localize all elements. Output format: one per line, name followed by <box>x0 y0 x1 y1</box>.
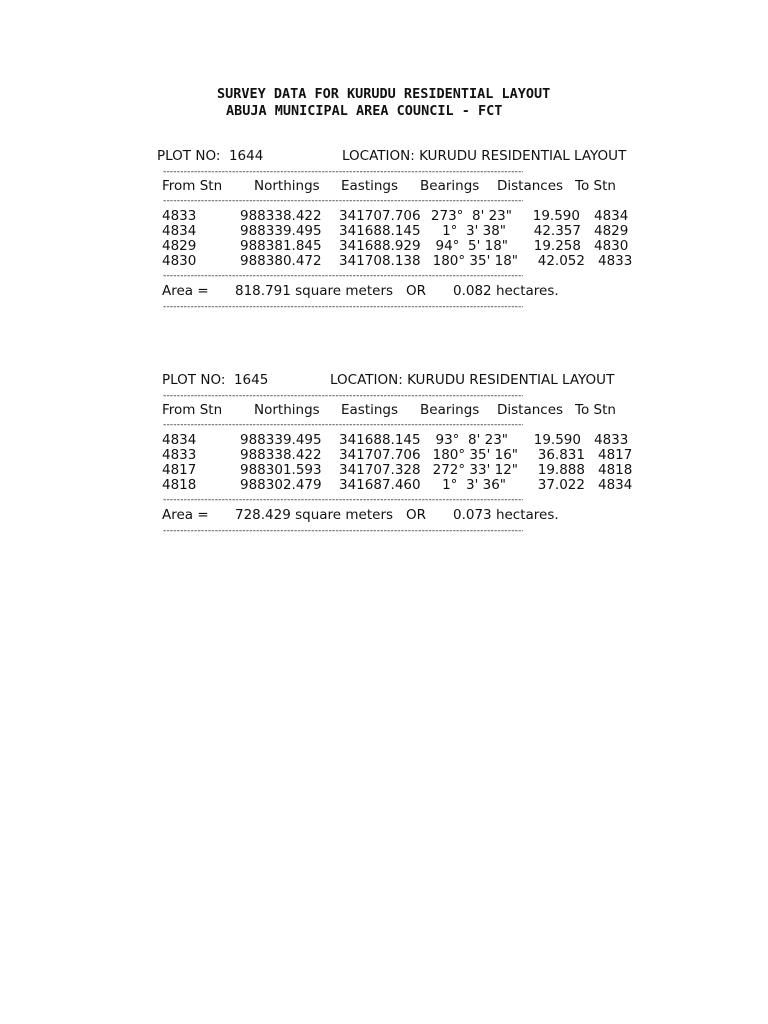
cell-northing: 988339.495 <box>240 432 322 448</box>
divider <box>163 197 523 205</box>
cell-distance: 36.831 <box>537 447 585 463</box>
column-header-from-stn: From Stn <box>162 178 223 194</box>
cell-from-stn: 4829 <box>162 238 197 254</box>
plot-location: LOCATION: KURUDU RESIDENTIAL LAYOUT <box>330 372 615 388</box>
cell-northing: 988338.422 <box>240 208 322 224</box>
cell-to-stn: 4833 <box>598 253 633 269</box>
cell-to-stn: 4830 <box>594 238 629 254</box>
area-or: OR <box>406 507 427 523</box>
cell-bearing: 273° 8' 23" <box>430 208 512 224</box>
divider <box>163 421 523 429</box>
column-header-distances: Distances <box>497 178 564 194</box>
cell-northing: 988301.593 <box>240 462 322 478</box>
cell-easting: 341708.138 <box>339 253 421 269</box>
divider <box>163 168 523 176</box>
column-header-to-stn: To Stn <box>575 178 616 194</box>
column-header-eastings: Eastings <box>341 402 399 418</box>
column-header-eastings: Eastings <box>341 178 399 194</box>
divider <box>163 272 523 280</box>
divider <box>163 527 523 535</box>
area-square-meters: 818.791 square meters <box>235 283 394 299</box>
cell-to-stn: 4817 <box>598 447 633 463</box>
cell-to-stn: 4834 <box>598 477 633 493</box>
divider <box>163 496 523 504</box>
area-or: OR <box>406 283 427 299</box>
area-label: Area = <box>162 507 209 523</box>
document-subtitle: ABUJA MUNICIPAL AREA COUNCIL - FCT <box>226 103 503 119</box>
cell-bearing: 94° 5' 18" <box>435 238 508 254</box>
plot-number: PLOT NO: 1645 <box>162 372 269 388</box>
cell-distance: 37.022 <box>537 477 585 493</box>
cell-from-stn: 4833 <box>162 208 197 224</box>
area-hectares: 0.073 hectares. <box>453 507 559 523</box>
cell-easting: 341707.328 <box>339 462 421 478</box>
cell-bearing: 272° 33' 12" <box>432 462 518 478</box>
cell-from-stn: 4830 <box>162 253 197 269</box>
cell-from-stn: 4833 <box>162 447 197 463</box>
cell-distance: 19.258 <box>533 238 581 254</box>
cell-bearing: 1° 3' 36" <box>442 477 506 493</box>
cell-from-stn: 4817 <box>162 462 197 478</box>
document-title: SURVEY DATA FOR KURUDU RESIDENTIAL LAYOUT <box>217 86 551 102</box>
cell-bearing: 93° 8' 23" <box>435 432 508 448</box>
plot-number: PLOT NO: 1644 <box>157 148 264 164</box>
cell-bearing: 180° 35' 16" <box>432 447 518 463</box>
column-header-distances: Distances <box>497 402 564 418</box>
column-header-northings: Northings <box>254 402 320 418</box>
divider <box>163 303 523 311</box>
cell-easting: 341707.706 <box>339 447 421 463</box>
cell-easting: 341707.706 <box>339 208 421 224</box>
cell-distance: 19.888 <box>537 462 585 478</box>
cell-bearing: 1° 3' 38" <box>442 223 506 239</box>
cell-from-stn: 4834 <box>162 223 197 239</box>
area-label: Area = <box>162 283 209 299</box>
cell-distance: 42.357 <box>533 223 581 239</box>
cell-distance: 19.590 <box>532 208 580 224</box>
area-hectares: 0.082 hectares. <box>453 283 559 299</box>
column-header-bearings: Bearings <box>420 178 480 194</box>
cell-from-stn: 4818 <box>162 477 197 493</box>
cell-northing: 988380.472 <box>240 253 322 269</box>
cell-to-stn: 4833 <box>594 432 629 448</box>
cell-distance: 42.052 <box>537 253 585 269</box>
cell-northing: 988381.845 <box>240 238 322 254</box>
plot-location: LOCATION: KURUDU RESIDENTIAL LAYOUT <box>342 148 627 164</box>
cell-northing: 988338.422 <box>240 447 322 463</box>
column-header-bearings: Bearings <box>420 402 480 418</box>
column-header-from-stn: From Stn <box>162 402 223 418</box>
area-square-meters: 728.429 square meters <box>235 507 394 523</box>
cell-to-stn: 4834 <box>594 208 629 224</box>
column-header-northings: Northings <box>254 178 320 194</box>
cell-easting: 341688.145 <box>339 432 421 448</box>
cell-to-stn: 4829 <box>594 223 629 239</box>
cell-from-stn: 4834 <box>162 432 197 448</box>
cell-northing: 988302.479 <box>240 477 322 493</box>
cell-easting: 341687.460 <box>339 477 421 493</box>
column-header-to-stn: To Stn <box>575 402 616 418</box>
divider <box>163 392 523 400</box>
cell-easting: 341688.145 <box>339 223 421 239</box>
cell-distance: 19.590 <box>533 432 581 448</box>
cell-to-stn: 4818 <box>598 462 633 478</box>
cell-easting: 341688.929 <box>339 238 421 254</box>
cell-bearing: 180° 35' 18" <box>432 253 518 269</box>
cell-northing: 988339.495 <box>240 223 322 239</box>
